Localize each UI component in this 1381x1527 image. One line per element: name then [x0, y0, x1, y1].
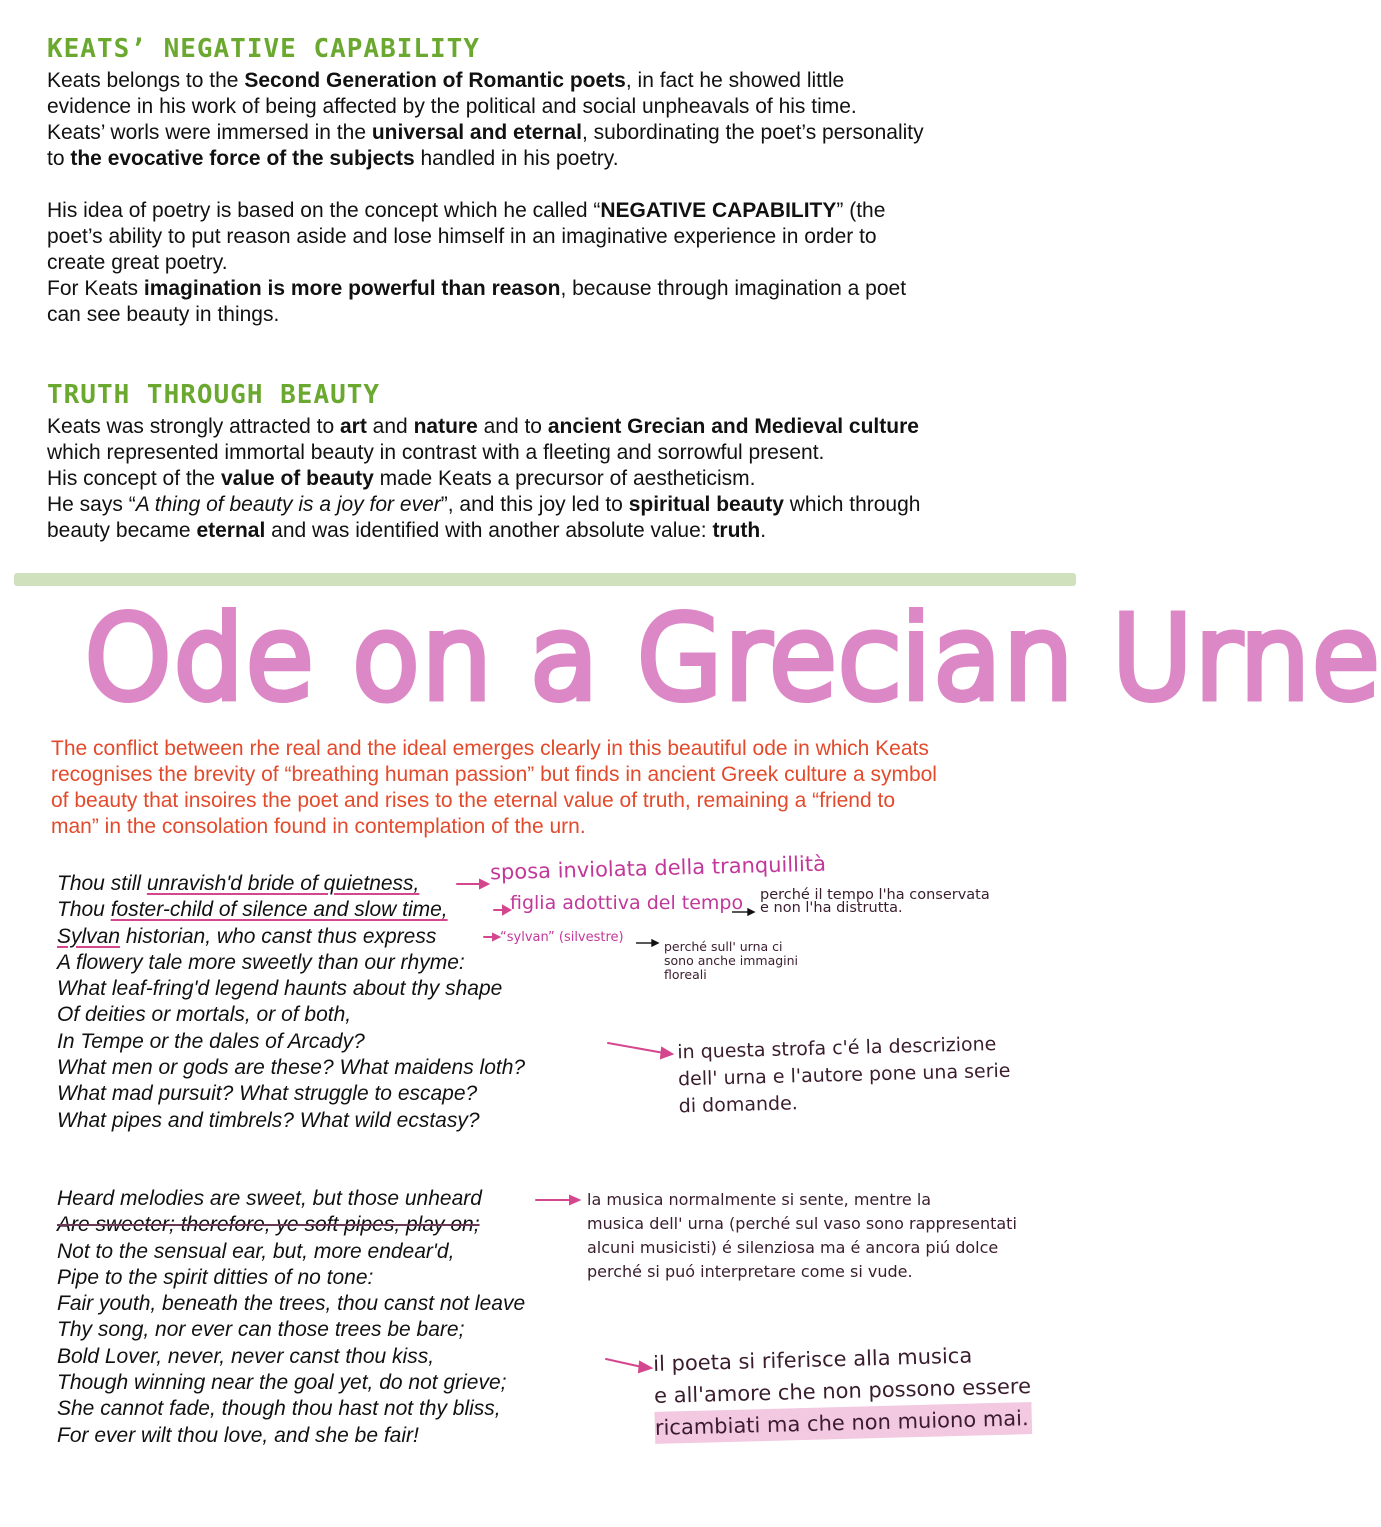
text-segment: Keats was strongly attracted to	[47, 415, 340, 438]
text-segment: She cannot fade, though thou hast not thy bliss,	[57, 1397, 501, 1421]
text-segment: handled in his poetry.	[414, 147, 619, 170]
text-line: The conflict between rhe real and the ideal emerges clearly in this beautiful ode in which Keats	[51, 737, 929, 760]
text-line: in questa strofa c'é la descrizione	[677, 1033, 997, 1064]
text-segment: His concept of the	[47, 467, 221, 490]
text-segment: Keats belongs to the	[47, 69, 245, 92]
text-line: sono anche immagini	[664, 953, 799, 968]
text-segment: ”, and this joy led to	[440, 493, 629, 516]
ode-title: Ode on a Grecian Urne	[84, 594, 1381, 724]
text-segment: historian, who canst thus express	[120, 924, 437, 948]
text-segment: What pipes and timbrels? What wild ecstasy?	[57, 1108, 480, 1132]
text-segment: value of beauty	[220, 467, 374, 490]
text-segment: universal and eternal	[371, 121, 582, 144]
text-segment: What leaf-fring'd legend haunts about thy shape	[57, 977, 503, 1001]
text-segment: which represented immortal beauty in contrast with a fleeting and sorrowful present.	[47, 441, 825, 464]
text-segment: and was identified with another absolute value:	[265, 519, 713, 542]
text-segment: and to	[477, 415, 548, 438]
text-line: dell' urna e l'autore pone una serie	[677, 1059, 1011, 1091]
text-line: floreali	[664, 967, 707, 982]
text-line: musica dell' urna (perché sul vaso sono rappresentati	[587, 1214, 1017, 1233]
text-segment: He says “	[47, 493, 136, 516]
text-segment: evidence in his work of being affected by the political and social unpheavals of his time.	[47, 95, 857, 118]
text-segment: Thou still	[57, 872, 147, 895]
text-segment: spiritual beauty	[628, 493, 784, 516]
text-segment: Pipe to the spirit ditties of no tone:	[57, 1265, 374, 1289]
text-segment: .	[760, 519, 767, 542]
text-segment: In Tempe or the dales of Arcady?	[57, 1029, 365, 1053]
text-segment: Of deities or mortals, or of both,	[57, 1003, 352, 1027]
text-line: di domande.	[678, 1092, 799, 1118]
text-segment: ” (the	[836, 199, 886, 222]
text-segment: Heard melodies are sweet, but those unheard	[57, 1187, 482, 1210]
text-segment: truth	[712, 519, 761, 542]
text-segment: can see beauty in things.	[47, 303, 280, 326]
text-line: il poeta si riferisce alla musica	[652, 1343, 973, 1376]
text-line: perché sull' urna ci	[664, 939, 783, 954]
text-line: la musica normalmente si sente, mentre la	[587, 1190, 932, 1209]
text-segment: Fair youth, beneath the trees, thou canst not leave	[57, 1292, 526, 1316]
text-segment: the evocative force of the subjects	[70, 147, 415, 170]
text-segment: What men or gods are these? What maidens loth?	[57, 1056, 526, 1080]
text-segment: beauty became	[47, 519, 197, 542]
text-line: ricambiati ma che non muiono mai.	[654, 1402, 1032, 1444]
text-segment: His idea of poetry is based on the concept which he called “	[47, 199, 601, 222]
arrow-head-icon	[661, 1048, 672, 1058]
arrow-head-icon	[652, 940, 658, 946]
text-segment: What mad pursuit? What struggle to escape?	[57, 1082, 478, 1106]
text-segment: Sylvan	[57, 924, 121, 948]
text-segment: Thou	[57, 898, 111, 922]
text-line: of beauty that insoires the poet and rises to the eternal value of truth, remaining a “friend to	[51, 789, 895, 812]
arrow-head-icon	[748, 909, 754, 915]
section-heading-truth-through-beauty: TRUTH THROUGH BEAUTY	[47, 380, 381, 410]
text-segment: NEGATIVE CAPABILITY	[600, 199, 837, 222]
text-segment: imagination is more powerful than reason	[143, 277, 561, 300]
text-line: alcuni musicisti) é silenziosa ma é ancora piú dolce	[587, 1238, 999, 1257]
text-line: man” in the consolation found in contemplation of the urn.	[51, 815, 586, 838]
text-segment: and	[366, 415, 414, 438]
text-segment: A flowery tale more sweetly than our rhyme:	[57, 950, 465, 974]
text-segment: A thing of beauty is a joy for ever	[135, 493, 441, 516]
text-segment: eternal	[196, 519, 266, 542]
text-line: recognises the brevity of “breathing human passion” but finds in ancient Greek culture a symbol	[51, 763, 937, 786]
text-segment: For ever wilt thou love, and she be fair!	[57, 1423, 419, 1447]
text-segment: , subordinating the poet’s personality	[581, 121, 924, 144]
section-heading-negative-capability: KEATS’ NEGATIVE CAPABILITY	[47, 34, 480, 64]
text-segment: Keats’ worls were immersed in the	[47, 121, 372, 144]
annotation-bride: sposa inviolata della tranquillità	[489, 851, 827, 885]
text-segment: For Keats	[47, 277, 144, 300]
text-segment: made Keats a precursor of aestheticism.	[373, 467, 756, 490]
text-segment: Not to the sensual ear, but, more endear'd,	[57, 1239, 455, 1263]
text-segment: poet’s ability to put reason aside and lose himself in an imaginative experience in order to	[47, 225, 877, 248]
text-segment: unravish'd bride of quietness,	[146, 872, 420, 895]
text-segment: art	[339, 415, 367, 438]
text-segment: Bold Lover, never, never canst thou kiss,	[57, 1344, 435, 1368]
text-segment: create great poetry.	[47, 251, 228, 274]
annotation-sylvan: “sylvan” (silvestre)	[500, 930, 624, 945]
text-segment: which through	[783, 493, 921, 516]
arrow-head-icon	[503, 906, 510, 914]
arrow-head-icon	[493, 934, 499, 940]
text-segment: Thy song, nor ever can those trees be bare;	[57, 1318, 465, 1342]
text-segment: to	[47, 147, 71, 170]
text-segment: Though winning near the goal yet, do not grieve;	[57, 1371, 507, 1395]
text-line: perché si puó interpretare come si vude.	[587, 1262, 913, 1281]
arrow-head-icon	[639, 1362, 651, 1372]
text-line: e all'amore che non possono essere	[653, 1374, 1032, 1408]
text-segment: Second Generation of Romantic poets	[244, 69, 626, 92]
arrow-head-icon	[480, 880, 488, 888]
text-segment: , in fact he showed little	[625, 69, 845, 92]
text-segment: nature	[413, 415, 478, 438]
text-line: e non l'ha distrutta.	[760, 900, 903, 916]
annotation-foster-child: figlia adottiva del tempo	[510, 892, 744, 914]
text-segment: Are sweeter; therefore, ye soft pipes, play on;	[57, 1213, 480, 1237]
text-segment: , because through imagination a poet	[560, 277, 907, 300]
text-segment: ancient Grecian and Medieval culture	[547, 415, 919, 438]
text-line: perché il tempo l'ha conservata	[760, 887, 990, 903]
text-segment: foster-child of silence and slow time,	[110, 898, 448, 922]
arrow-head-icon	[570, 1196, 579, 1204]
